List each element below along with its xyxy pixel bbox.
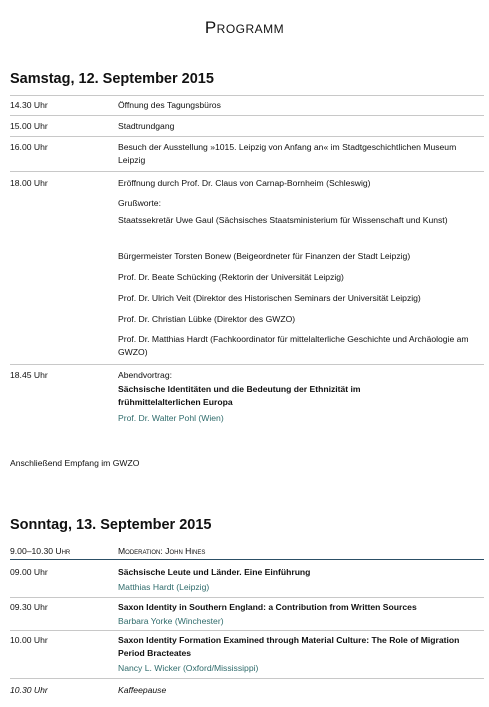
day2-heading: Sonntag, 13. September 2015 xyxy=(10,517,212,533)
greeting-item: Prof. Dr. Christian Lübke (Direktor des GWZO) xyxy=(118,314,296,324)
talk-speaker: Barbara Yorke (Winchester) xyxy=(118,616,224,626)
closing-note: Anschließend Empfang im GWZO xyxy=(10,458,140,468)
divider xyxy=(10,597,484,598)
divider xyxy=(10,364,484,365)
divider xyxy=(10,678,484,679)
item-text: Öffnung des Tagungsbüros xyxy=(118,100,221,110)
item-time: 18.45 Uhr xyxy=(10,370,48,380)
item-time: 09.00 Uhr xyxy=(10,567,48,577)
greeting-item: Staatssekretär Uwe Gaul (Sächsisches Staatsministerium für Wissenschaft und Kunst) xyxy=(118,215,448,225)
session-time: 9.00–10.30 Uhr xyxy=(10,546,71,556)
item-time: 14.30 Uhr xyxy=(10,100,48,110)
greeting-item: Bürgermeister Torsten Bonew (Beigeordneter für Finanzen der Stadt Leipzig) xyxy=(118,251,411,261)
talk-title: Saxon Identity in Southern England: a Contribution from Written Sources xyxy=(118,602,417,612)
divider xyxy=(10,171,484,172)
item-time: 18.00 Uhr xyxy=(10,178,48,188)
divider xyxy=(10,115,484,116)
item-text: Eröffnung durch Prof. Dr. Claus von Carnap-Bornheim (Schleswig) xyxy=(118,178,371,188)
item-time: 10.30 Uhr xyxy=(10,685,48,695)
break-text: Kaffeepause xyxy=(118,685,167,695)
talk-title: Sächsische Leute und Länder. Eine Einführung xyxy=(118,567,311,577)
greeting-item: Prof. Dr. Matthias Hardt (Fachkoordinator für mittelalterliche Geschichte und Archäologie am GWZO) xyxy=(118,334,469,357)
page-title: Programm xyxy=(204,18,285,37)
talk-speaker: Matthias Hardt (Leipzig) xyxy=(118,582,210,592)
evening-label: Abendvortrag: xyxy=(118,370,172,380)
session-moderation: Moderation: John Hines xyxy=(118,546,206,556)
evening-talk-title: Sächsische Identitäten und die Bedeutung der Ethnizität im frühmittelalterlichen Europa xyxy=(118,384,361,407)
talk-speaker: Nancy L. Wicker (Oxford/Mississippi) xyxy=(118,663,259,673)
greeting-item: Prof. Dr. Ulrich Veit (Direktor des Historischen Seminars der Universität Leipzig) xyxy=(118,293,421,303)
evening-speaker: Prof. Dr. Walter Pohl (Wien) xyxy=(118,413,224,423)
talk-title: Saxon Identity Formation Examined through Material Culture: The Role of Migration Period Bracteates xyxy=(118,635,460,658)
item-time: 09.30 Uhr xyxy=(10,602,48,612)
item-text: Besuch der Ausstellung »1015. Leipzig von Anfang an« im Stadtgeschichtlichen Museum Leipzig xyxy=(118,142,457,165)
greeting-item: Prof. Dr. Beate Schücking (Rektorin der Universität Leipzig) xyxy=(118,272,344,282)
item-text: Stadtrundgang xyxy=(118,121,175,131)
divider xyxy=(10,136,484,137)
day1-heading: Samstag, 12. September 2015 xyxy=(10,71,214,87)
divider xyxy=(10,630,484,631)
item-time: 16.00 Uhr xyxy=(10,142,48,152)
divider xyxy=(10,559,484,560)
divider xyxy=(10,95,484,96)
item-time: 10.00 Uhr xyxy=(10,635,48,645)
greetings-label: Grußworte: xyxy=(118,198,161,208)
item-time: 15.00 Uhr xyxy=(10,121,48,131)
